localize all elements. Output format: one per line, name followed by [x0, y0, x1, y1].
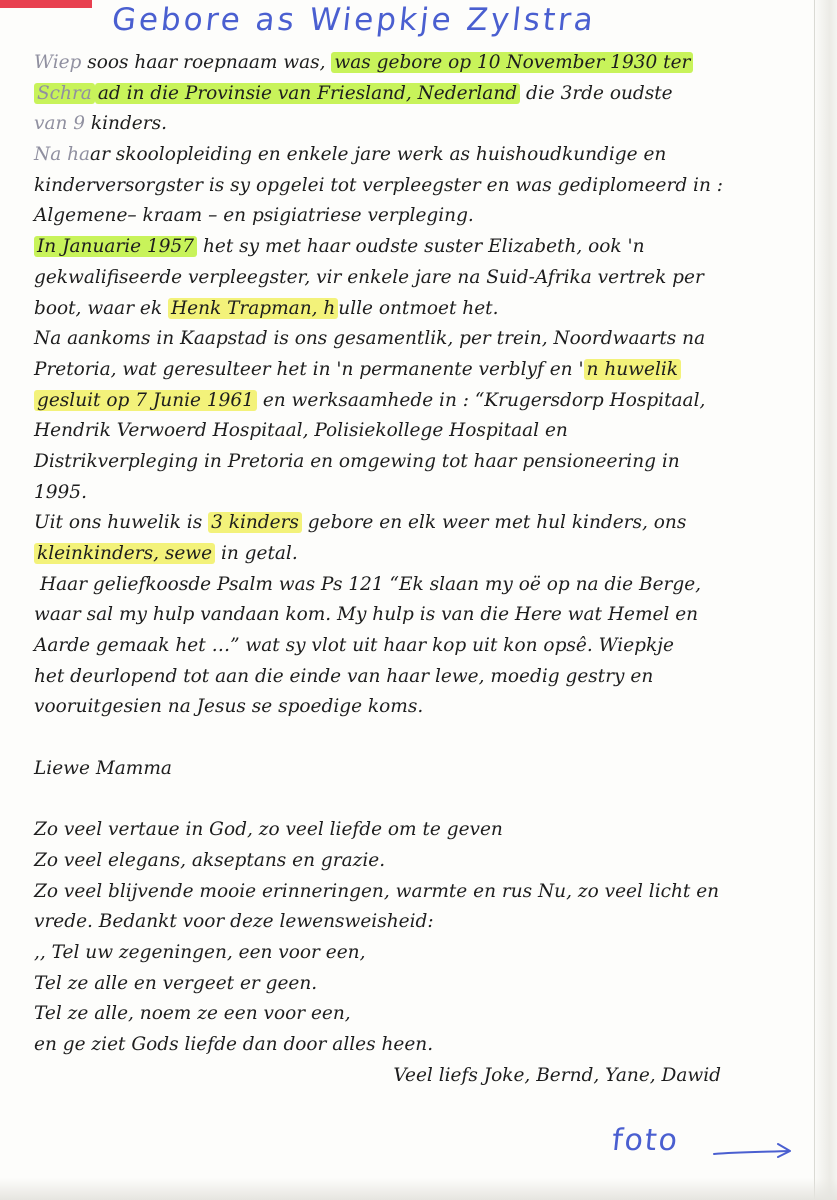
body-line-19: waar sal my hulp vandaan kom. My hulp is van die Here wat Hemel en — [34, 604, 699, 626]
document-body — [34, 48, 794, 1091]
body-text: kinders. — [85, 113, 167, 135]
body-line-17 — [34, 539, 794, 570]
body-line-18: Haar geliefkoosde Psalm was Ps 121 “Ek slaan my oë op na die Berge, — [40, 573, 702, 595]
body-text: Uit ons huwelik is — [34, 512, 209, 534]
body-line-2 — [34, 79, 794, 110]
red-corner-tab — [0, 0, 92, 8]
arrow-right-icon — [712, 1140, 798, 1162]
body-line-5: kinderversorgster is sy opgelei tot verpleegster en was gediplomeerd in : — [34, 174, 723, 196]
body-line-20: Aarde gemaak het …” wat sy vlot uit haar kop uit kon opsê. Wiepkje — [34, 635, 674, 657]
highlight-emigration-date: In Januarie 1957 — [34, 236, 197, 257]
highlight-birth: Schra — [34, 83, 95, 104]
body-line-7 — [34, 232, 794, 263]
body-text: Pretoria, wat geresulteer het in 'n permanente verblyf en ' — [34, 358, 584, 380]
body-text: ar skoolopleiding en enkele jare werk as huishoudkundige en — [90, 144, 667, 166]
body-line-9 — [34, 294, 794, 325]
letter-line-5: ,, Tel uw zegeningen, een voor een, — [34, 941, 366, 963]
handwritten-foto-note: foto — [610, 1123, 681, 1158]
body-line-6: Algemene– kraam – en psigiatriese verpleging. — [34, 205, 474, 227]
letter-line-1: Zo veel vertaue in God, zo veel liefde om te geven — [34, 819, 503, 841]
body-line-8: gekwalifiseerde verpleegster, vir enkele jare na Suid-Afrika vertrek per — [34, 266, 704, 288]
body-line-3 — [34, 109, 794, 140]
body-text: Wiep — [34, 52, 82, 73]
letter-line-7: Tel ze alle, noem ze een voor een, — [34, 1003, 351, 1025]
letter-line-4: vrede. Bedankt voor deze lewensweisheid: — [34, 911, 434, 933]
body-line-12 — [34, 386, 794, 417]
body-text: soos haar roepnaam was, — [81, 52, 332, 73]
body-text: van 9 — [34, 113, 86, 135]
handwritten-title: Gebore as Wiepkje Zylstra — [110, 2, 598, 38]
highlight-birth: ad in die Provinsie van Friesland, Nederland — [95, 83, 520, 104]
body-text: die 3rde oudste — [520, 82, 673, 104]
highlight-marriage: n huwelik — [584, 359, 681, 380]
letter-signature: Veel liefs Joke, Bernd, Yane, Dawid — [393, 1064, 721, 1086]
letter-line-6: Tel ze alle en vergeet er geen. — [34, 972, 318, 994]
body-text: gebore en elk weer met hul kinders, ons — [301, 512, 687, 534]
highlight-grandchildren: kleinkinders, sewe — [34, 543, 215, 564]
highlight-husband: Henk Trapman, h — [168, 298, 338, 319]
body-line-10: Na aankoms in Kaapstad is ons gesamentlik, per trein, Noordwaarts na — [34, 328, 706, 350]
letter-line-3: Zo veel blijvende mooie erinneringen, warmte en rus Nu, zo veel licht en — [34, 880, 720, 902]
body-text: het sy met haar oudste suster Elizabeth, ook 'n — [197, 236, 645, 258]
body-text: en werksaamhede in : “Krugersdorp Hospitaal, — [256, 389, 706, 411]
body-line-21: het deurlopend tot aan die einde van haar lewe, moedig gestry en — [34, 665, 654, 687]
page-edge-bottom — [0, 1178, 837, 1200]
highlight-marriage: gesluit op 7 Junie 1961 — [34, 390, 257, 411]
highlight-birth: was gebore op 10 November 1930 ter — [331, 52, 693, 73]
body-line-13: Hendrik Verwoerd Hospitaal, Polisiekollege Hospitaal en — [34, 420, 568, 442]
blank-line — [34, 785, 794, 816]
body-line-1 — [34, 48, 794, 79]
highlight-children: 3 kinders — [208, 512, 302, 533]
body-line-16 — [34, 508, 794, 539]
body-text: Na ha — [34, 144, 91, 166]
body-text: ulle ontmoet het. — [338, 297, 499, 319]
page-edge-right — [813, 0, 837, 1200]
letter-line-2: Zo veel elegans, akseptans en grazie. — [34, 849, 386, 871]
body-line-15: 1995. — [34, 481, 87, 503]
letter-salutation: Liewe Mamma — [34, 757, 172, 779]
body-text: boot, waar ek — [34, 297, 168, 319]
blank-line — [34, 723, 794, 754]
letter-line-8: en ge ziet Gods liefde dan door alles heen. — [34, 1034, 434, 1055]
body-line-11 — [34, 355, 794, 386]
body-line-4 — [34, 140, 794, 171]
body-text: in getal. — [215, 543, 298, 564]
body-line-14: Distrikverpleging in Pretoria en omgewing tot haar pensioneering in — [34, 450, 680, 472]
body-line-22: vooruitgesien na Jesus se spoedige koms. — [34, 696, 424, 718]
